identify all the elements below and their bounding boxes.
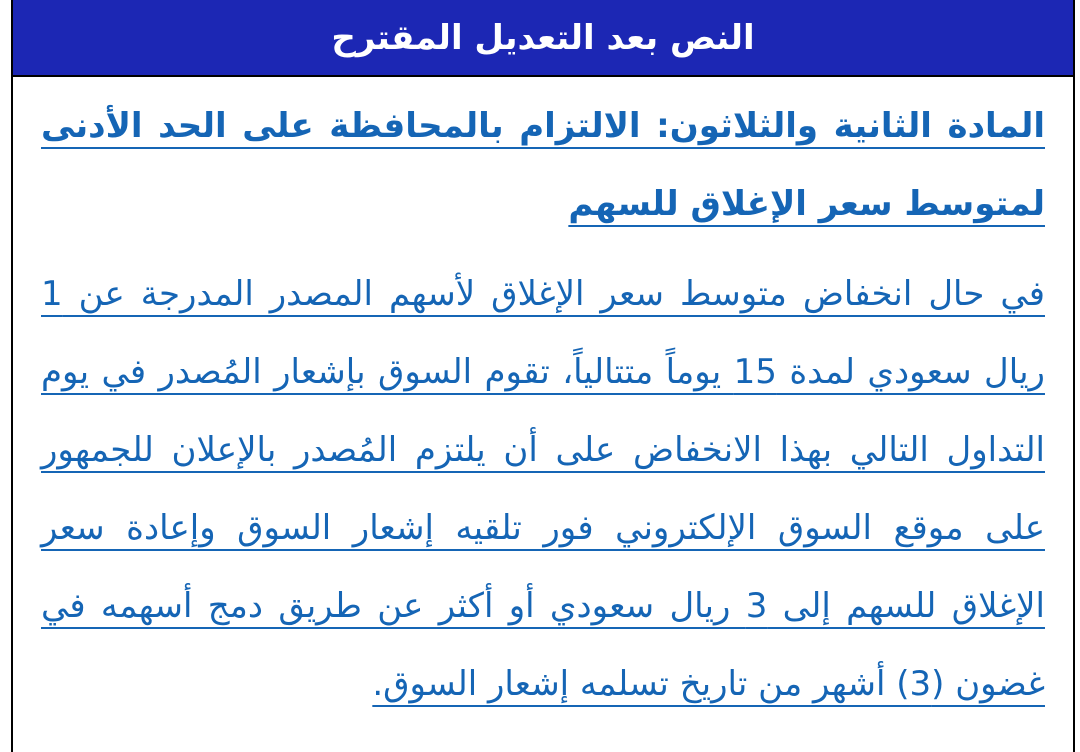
article-body: في حال انخفاض متوسط سعر الإغلاق لأسهم المصدر المدرجة عن 1 ريال سعودي لمدة 15 يوماً متتالياً، تقوم السوق بإشعار المُصدر في يوم التداول التالي بهذا الانخفاض على أن يلتزم المُصدر بالإعلان للجمهور على موقع السوق الإلكتروني فور تلقيه إشعار السوق وإعادة سعر الإغلاق للسهم إلى 3 ريال سعودي أو أكثر عن طريق دمج أسهمه في غضون (3) أشهر من تاريخ تسلمه إشعار السوق. [41, 274, 1045, 704]
table-header [13, 0, 1073, 77]
amendment-table [11, 0, 1075, 752]
table-body-cell [13, 77, 1073, 723]
article-title: المادة الثانية والثلاثون: الالتزام بالمحافظة على الحد الأدنى لمتوسط سعر الإغلاق للسهم [41, 106, 1045, 224]
header-title: النص بعد التعديل المقترح [331, 17, 755, 58]
